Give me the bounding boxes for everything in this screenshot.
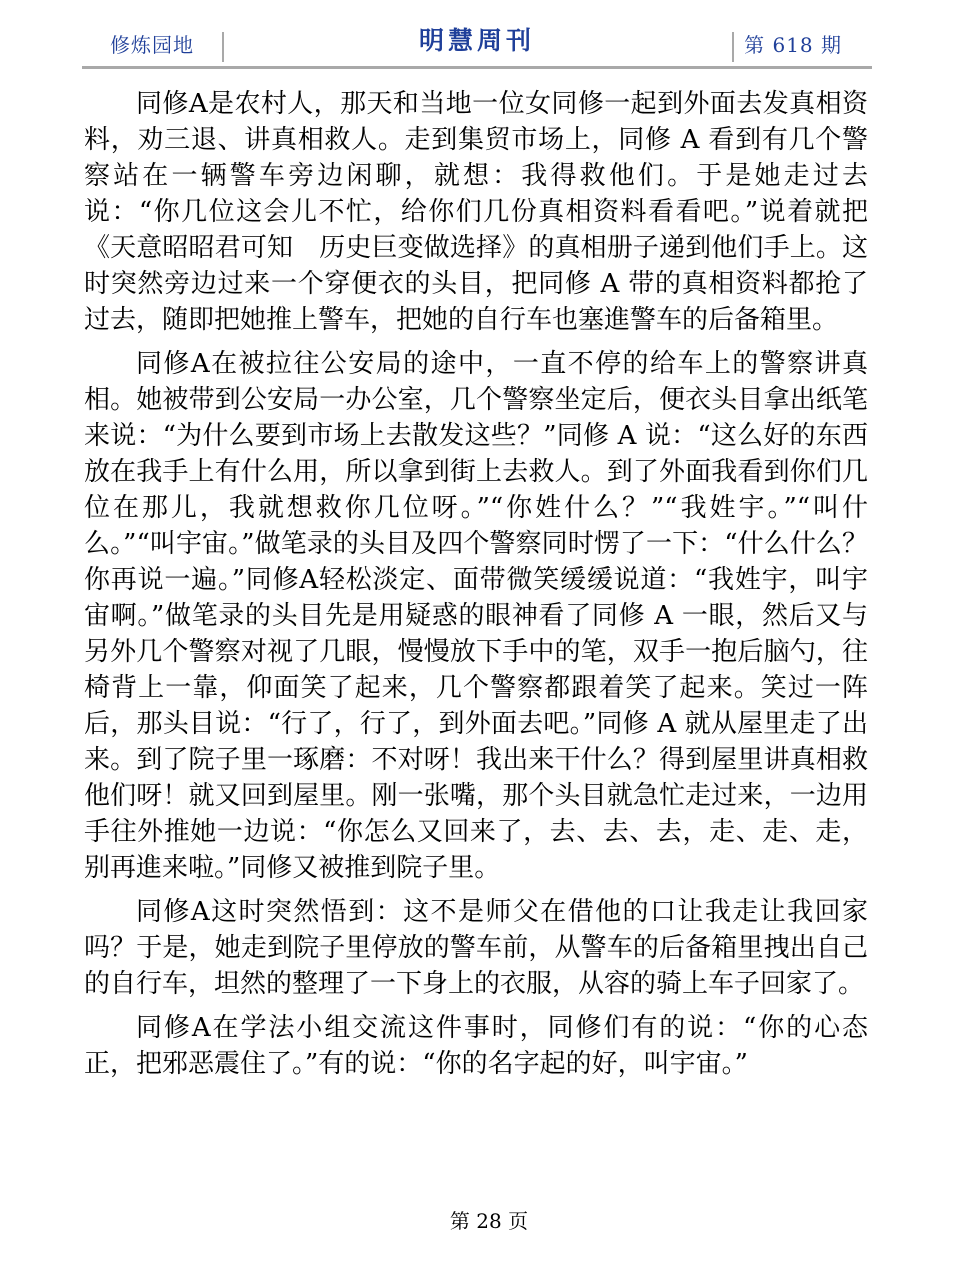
paragraph-4: 同修A在学法小组交流这件事时，同修们有的说：“你的心态正，把邪恶震住了。”有的说：“你的名字起的好，叫宇宙。” [84, 1013, 868, 1079]
paragraph-1: 同修A是农村人，那天和当地一位女同修一起到外面去发真相资料，劝三退、讲真相救人。走到集贸市场上，同修 A 看到有几个警察站在一辆警车旁边闲聊，就想：我得救他们。于是她走过去说：“你几位这会儿不忙，给你们几份真相资料看看吧。”说着就把《天意昭昭君可知 历史巨变做选择》的真相册子递到他们手上。这时突然旁边过来一个穿便衣的头目，把同修 A 带的真相资料都抢了过去，随即把她推上警车，把她的自行车也塞進警车的后备箱里。 [84, 89, 868, 335]
publication-title: 明慧周刊 [418, 26, 535, 55]
page-header [82, 24, 872, 68]
issue-number: 第 618 期 [744, 33, 842, 57]
article-body [84, 86, 868, 1090]
paragraph-2: 同修A在被拉往公安局的途中，一直不停的给车上的警察讲真相。她被带到公安局一办公室，几个警察坐定后，便衣头目拿出纸笔来说：“为什么要到市场上去散发这些？”同修 A 说：“这么好的东西放在我手上有什么用，所以拿到街上去救人。到了外面我看到你们几位在那儿，我就想救你几位呀。”“你姓什么？”“我姓宇。”“叫什么。”“叫宇宙。”做笔录的头目及四个警察同时愣了一下：“什么什么？你再说一遍。”同修A轻松淡定、面带微笑缓缓说道：“我姓宇，叫宇宙啊。”做笔录的头目先是用疑惑的眼神看了同修 A 一眼，然后又与另外几个警察对视了几眼，慢慢放下手中的笔，双手一抱后脑勺，往椅背上一靠，仰面笑了起来，几个警察都跟着笑了起来。笑过一阵后，那头目说：“行了，行了，到外面去吧。”同修 A 就从屋里走了出来。到了院子里一琢磨：不对呀！我出来干什么？得到屋里讲真相救他们呀！就又回到屋里。刚一张嘴，那个头目就急忙走过来，一边用手往外推她一边说：“你怎么又回来了，去、去、去，走、走、走，别再進来啦。”同修又被推到院子里。 [84, 349, 868, 883]
header-divider-right [732, 32, 734, 62]
paragraph-3: 同修A这时突然悟到：这不是师父在借他的口让我走让我回家吗？于是，她走到院子里停放的警车前，从警车的后备箱里拽出自己的自行车，坦然的整理了一下身上的衣服，从容的骑上车子回家了。 [84, 897, 868, 999]
header-rule [82, 66, 872, 69]
section-name: 修炼园地 [110, 33, 194, 57]
page-number: 第 28 页 [449, 1209, 529, 1233]
